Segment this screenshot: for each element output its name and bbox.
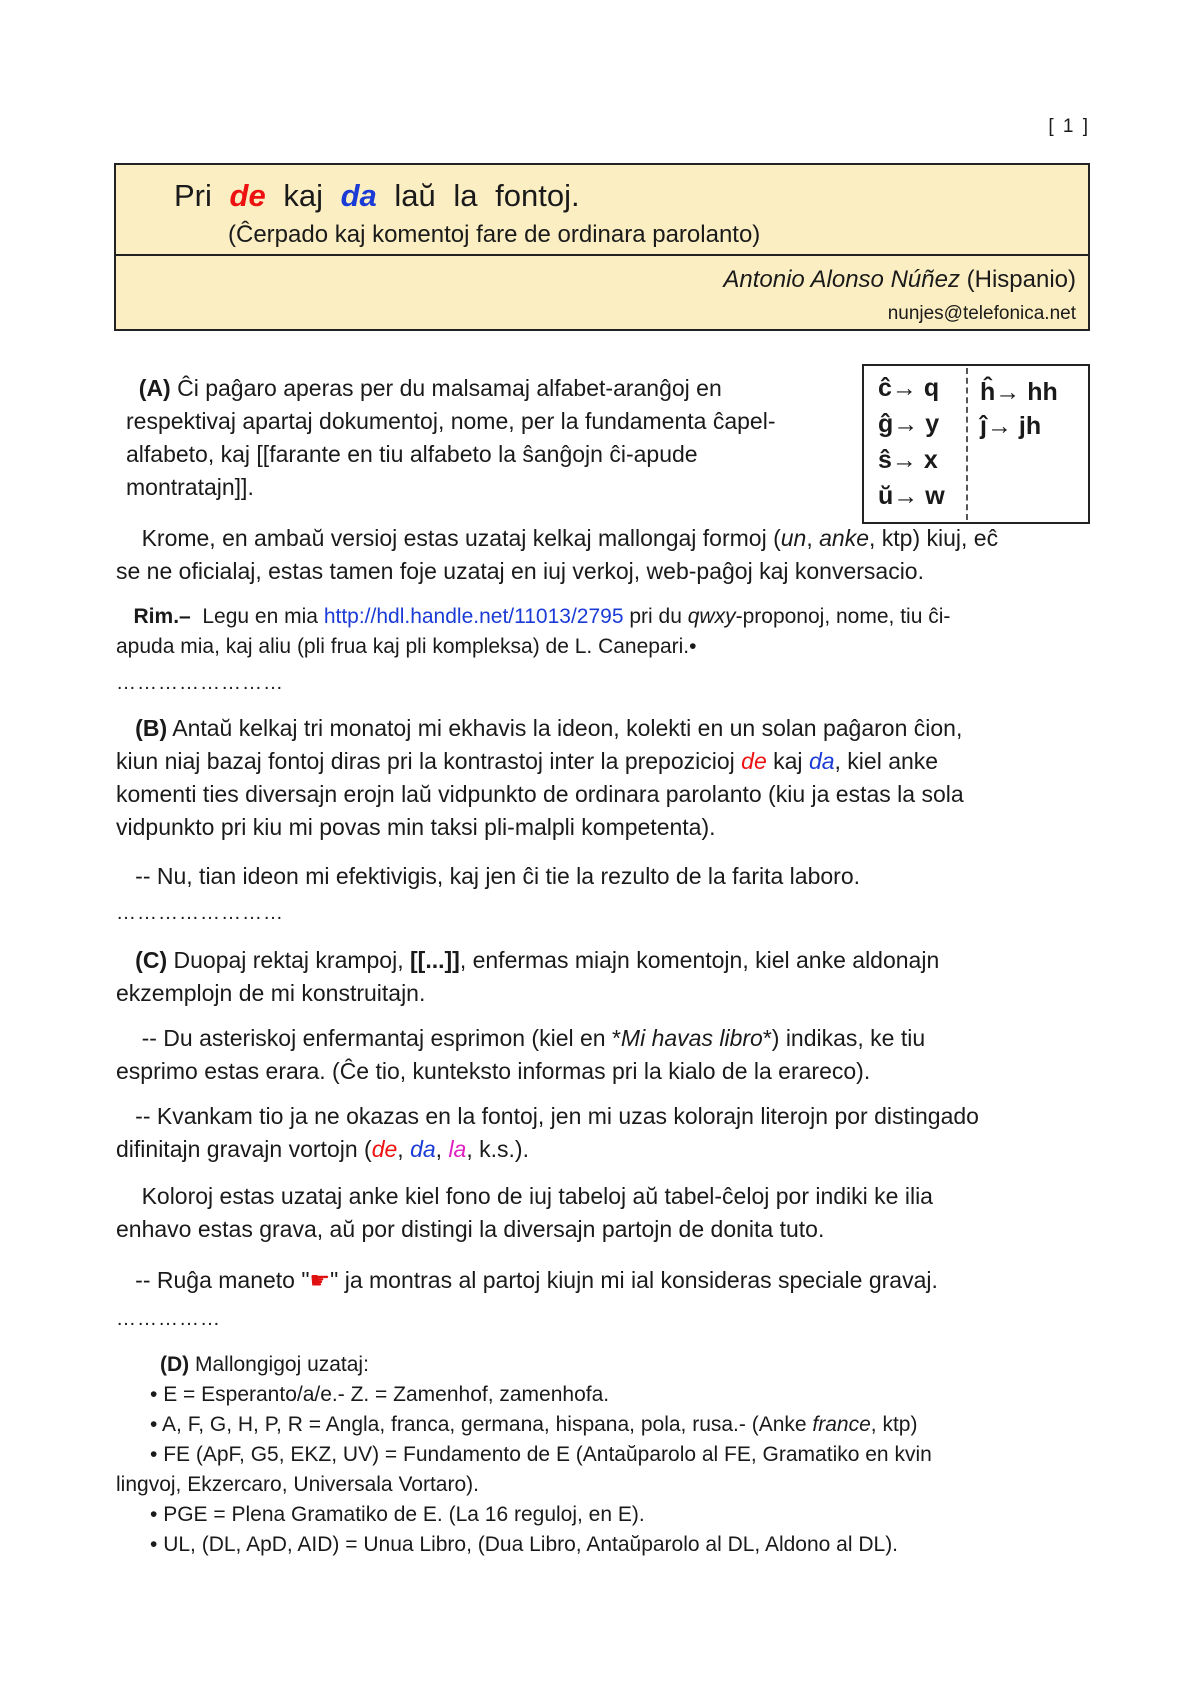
separator: ……………	[116, 1308, 221, 1330]
title-de: de	[229, 178, 266, 213]
title-divider	[116, 254, 1088, 256]
author-name: Antonio Alonso Núñez	[723, 266, 960, 293]
section-a-line: montratajn]].	[126, 474, 254, 500]
title-word: laŭ la fontoj.	[394, 178, 580, 213]
translit-row: ĥ→ hh	[980, 378, 1058, 406]
section-label: (C)	[135, 947, 168, 973]
list-item: • E = Esperanto/a/e.- Z. = Zamenhof, zamenhofa.	[150, 1383, 610, 1406]
author-email: nunjes@telefonica.net	[887, 303, 1076, 324]
translit-row: ĵ→ jh	[980, 412, 1042, 440]
pointing-hand-icon: ☛	[309, 1267, 331, 1293]
page-number: [ 1 ]	[1048, 116, 1090, 137]
transliteration-table	[862, 364, 1090, 524]
translit-row: ĉ→ q	[878, 374, 940, 402]
list-item: • FE (ApF, G5, EKZ, UV) = Fundamento de E (Antaŭparolo al FE, Gramatiko en kvin	[150, 1443, 932, 1466]
author	[723, 266, 1076, 294]
section-d-heading: (D) Mallongigoj uzataj:	[160, 1353, 369, 1376]
section-b-followup: -- Nu, tian ideon mi efektivigis, kaj jen ĉi tie la rezulto de la farita laboro.	[135, 863, 861, 889]
section-label: (D)	[160, 1353, 190, 1376]
title-word: kaj	[283, 178, 323, 213]
section-a-line: alfabeto, kaj [[farante en tiu alfabeto la ŝanĝojn ĉi-apude	[126, 441, 698, 467]
hand-paragraph: -- Ruĝa maneto "☛" ja montras al partoj kiujn mi ial konsideras speciale gravaj.	[135, 1267, 938, 1293]
separator: ……………………	[116, 672, 284, 694]
table-divider	[966, 368, 968, 520]
list-item: • PGE = Plena Gramatiko de E. (La 16 reguloj, en E).	[150, 1503, 645, 1526]
page-title	[174, 178, 580, 214]
author-country: (Hispanio)	[966, 266, 1076, 293]
list-item-continuation: lingvoj, Ekzercaro, Universala Vortaro).	[116, 1473, 479, 1496]
section-label: (A)	[138, 375, 171, 401]
krome-paragraph: Krome, en ambaŭ versioj estas uzataj kelkaj mallongaj formoj (un, anke, ktp) kiuj, eĉ se ne oficialaj, estas tamen foje uzataj en iuj verkoj, web-paĝoj kaj konversacio.	[116, 525, 999, 584]
list-item: • A, F, G, H, P, R = Angla, franca, germana, hispana, pola, rusa.- (Anke france, ktp)	[150, 1413, 918, 1436]
handle-link[interactable]: http://hdl.handle.net/11013/2795	[323, 605, 624, 628]
title-box	[114, 163, 1090, 331]
asterisk-paragraph: -- Du asteriskoj enfermantaj esprimon (kiel en *Mi havas libro*) indikas, ke tiu esprimo estas erara. (Ĉe tio, kunteksto informas pri la kialo de la erareco).	[116, 1025, 926, 1084]
title-word: Pri	[174, 178, 212, 213]
separator: ……………………	[116, 902, 284, 924]
section-a-line: respektivaj apartaj dokumentoj, nome, per la fundamenta ĉapel-	[126, 408, 776, 434]
remark-label: Rim.–	[133, 605, 191, 628]
list-item: • UL, (DL, ApD, AID) = Unua Libro, (Dua Libro, Antaŭparolo al DL, Aldono al DL).	[150, 1533, 899, 1556]
page-subtitle: (Ĉerpado kaj komentoj fare de ordinara parolanto)	[228, 221, 761, 248]
translit-row: ĝ→ y	[878, 410, 940, 438]
section-a	[126, 372, 846, 504]
section-b: (B) Antaŭ kelkaj tri monatoj mi ekhavis la ideon, kolekti en un solan paĝaron ĉion, kiun niaj bazaj fontoj diras pri la kontrastoj inter la prepozicioj de kaj da, kiel anke komenti ties diversajn erojn laŭ vidpunkto de ordinara parolanto (kiu ja estas la sola vidpunkto pri kiu mi povas min taksi pli-malpli kompetenta).	[116, 715, 964, 840]
title-da: da	[340, 178, 377, 213]
translit-row: ŭ→ w	[878, 482, 945, 510]
background-paragraph: Koloroj estas uzataj anke kiel fono de iuj tabeloj aŭ tabel-ĉeloj por indiki ke ilia enhavo estas grava, aŭ por distingi la diversajn partojn de donita tuto.	[116, 1183, 933, 1242]
translit-row: ŝ→ x	[878, 446, 938, 474]
color-paragraph: -- Kvankam tio ja ne okazas en la fontoj, jen mi uzas kolorajn literojn por distingado difinitajn gravajn vortojn (de, da, la, k.s.).	[116, 1103, 979, 1162]
section-c: (C) Duopaj rektaj krampoj, [[...]], enfermas miajn komentojn, kiel anke aldonajn ekzemplojn de mi konstruitajn.	[116, 947, 940, 1006]
remark: Rim.– Legu en mia http://hdl.handle.net/11013/2795 pri du qwxy-proponoj, nome, tiu ĉi- apuda mia, kaj aliu (pli frua kaj pli kompleksa) de L. Canepari.•	[116, 605, 951, 658]
section-a-line: (A) Ĉi paĝaro aperas per du malsamaj alfabet-aranĝoj en	[138, 375, 722, 401]
section-label: (B)	[135, 715, 168, 741]
